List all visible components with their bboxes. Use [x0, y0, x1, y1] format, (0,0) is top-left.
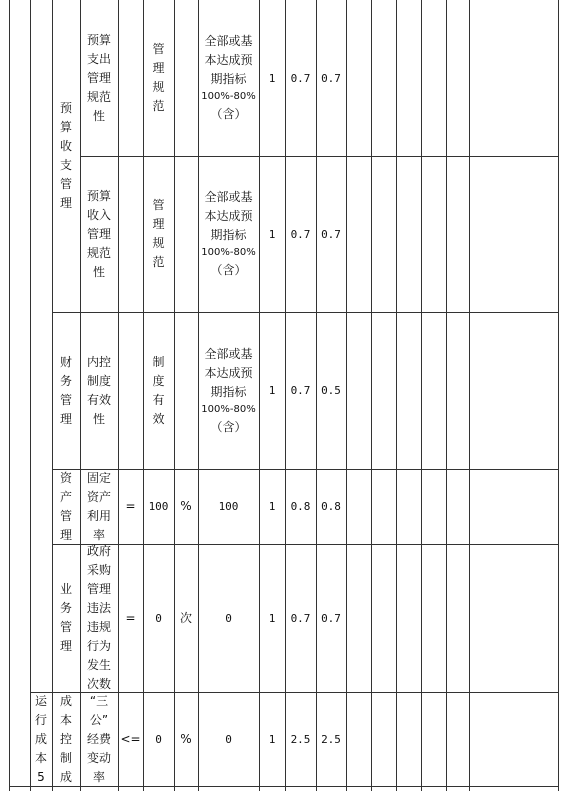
group-cell-cost [30, 692, 52, 786]
indicator-name: 内控 制度 有效 性 [86, 354, 111, 426]
indicator-cell [80, 692, 118, 786]
indicator-name: 固定 资产 利用 率 [86, 470, 111, 542]
grid-line [558, 0, 559, 791]
target-value: 管 理 规 范 [152, 42, 165, 113]
grid-line [396, 0, 397, 791]
operator-cell: = [125, 499, 136, 513]
target-cell [143, 156, 174, 312]
score-a-cell: 2.5 [290, 732, 311, 746]
score-a-cell: 0.8 [290, 500, 311, 513]
standard-cell [198, 156, 259, 312]
indicator-name: 政府 采购 管理 违法 违规 行为 发生 次数 [86, 544, 111, 691]
score-a-cell: 0.7 [290, 611, 311, 625]
secondary-label: 资 产 管 理 [59, 470, 72, 542]
standard-cell: 0 [225, 611, 232, 625]
secondary-cell [52, 544, 80, 692]
standard-cell: 0 [225, 732, 232, 746]
indicator-name: 预算 收入 管理 规范 性 [86, 188, 111, 279]
score-a-cell: 0.7 [290, 384, 311, 397]
standard-range: 100%-80% [201, 403, 256, 415]
standard-main: 全部或基 本达成预 期指标 [204, 346, 253, 399]
grid-line [469, 0, 470, 791]
grid-line [346, 0, 347, 791]
target-cell [143, 0, 174, 156]
secondary-cell [52, 312, 80, 469]
group-label-cost: 运 行 成 本 5 [34, 693, 47, 784]
score-b-cell: 0.7 [321, 227, 341, 241]
unit-cell: 次 [179, 610, 192, 625]
unit-cell: % [180, 499, 192, 513]
weight-cell: 1 [268, 71, 276, 85]
weight-cell: 1 [268, 611, 276, 625]
target-cell [143, 312, 174, 469]
standard-cell [198, 0, 259, 156]
weight-cell: 1 [268, 384, 276, 397]
target-cell: 0 [155, 732, 162, 746]
grid-line [446, 0, 447, 791]
score-b-cell: 0.5 [321, 384, 341, 397]
secondary-label: 财 务 管 理 [59, 354, 72, 426]
score-b-cell: 0.8 [321, 500, 341, 513]
indicator-name: “三 公” 经费 变动 率 [86, 693, 111, 784]
standard-main: 全部或基 本达成预 期指标 [204, 190, 253, 242]
secondary-cell [52, 692, 80, 786]
weight-cell: 1 [268, 500, 276, 513]
group-cell-budget [52, 0, 80, 312]
indicator-name: 预算 支出 管理 规范 性 [86, 32, 111, 123]
standard-paren: （含） [210, 263, 247, 277]
secondary-cell [52, 469, 80, 544]
standard-cell: 100 [218, 500, 239, 513]
grid-line [30, 0, 31, 791]
group-label-budget: 预 算 收 支 管 理 [59, 101, 72, 210]
target-cell: 0 [155, 611, 162, 625]
grid-line [421, 0, 422, 791]
standard-paren: （含） [210, 419, 247, 434]
standard-range: 100%-80% [201, 247, 256, 258]
indicator-cell [80, 544, 118, 692]
standard-paren: （含） [210, 107, 247, 121]
target-value: 管 理 规 范 [152, 198, 165, 269]
standard-main: 全部或基 本达成预 期指标 [204, 34, 253, 86]
secondary-label: 成 本 控 制 成 [59, 693, 72, 784]
target-cell: 100 [148, 500, 169, 513]
target-value: 制 度 有 效 [152, 354, 165, 426]
operator-cell: <= [120, 731, 141, 746]
weight-cell: 1 [268, 732, 276, 746]
grid-line [371, 0, 372, 791]
secondary-label: 业 务 管 理 [59, 582, 72, 653]
indicator-cell [80, 312, 118, 469]
indicator-cell [80, 0, 118, 156]
unit-cell: % [180, 731, 192, 746]
standard-cell [198, 312, 259, 469]
score-b-cell: 0.7 [321, 71, 341, 85]
standard-range: 100%-80% [201, 91, 256, 102]
grid-line [9, 0, 10, 791]
indicator-cell [80, 156, 118, 312]
weight-cell: 1 [268, 227, 276, 241]
score-b-cell: 0.7 [321, 611, 341, 625]
score-b-cell: 2.5 [321, 732, 341, 746]
score-a-cell: 0.7 [290, 227, 311, 241]
operator-cell: = [125, 610, 136, 625]
score-a-cell: 0.7 [290, 71, 311, 85]
indicator-cell [80, 469, 118, 544]
